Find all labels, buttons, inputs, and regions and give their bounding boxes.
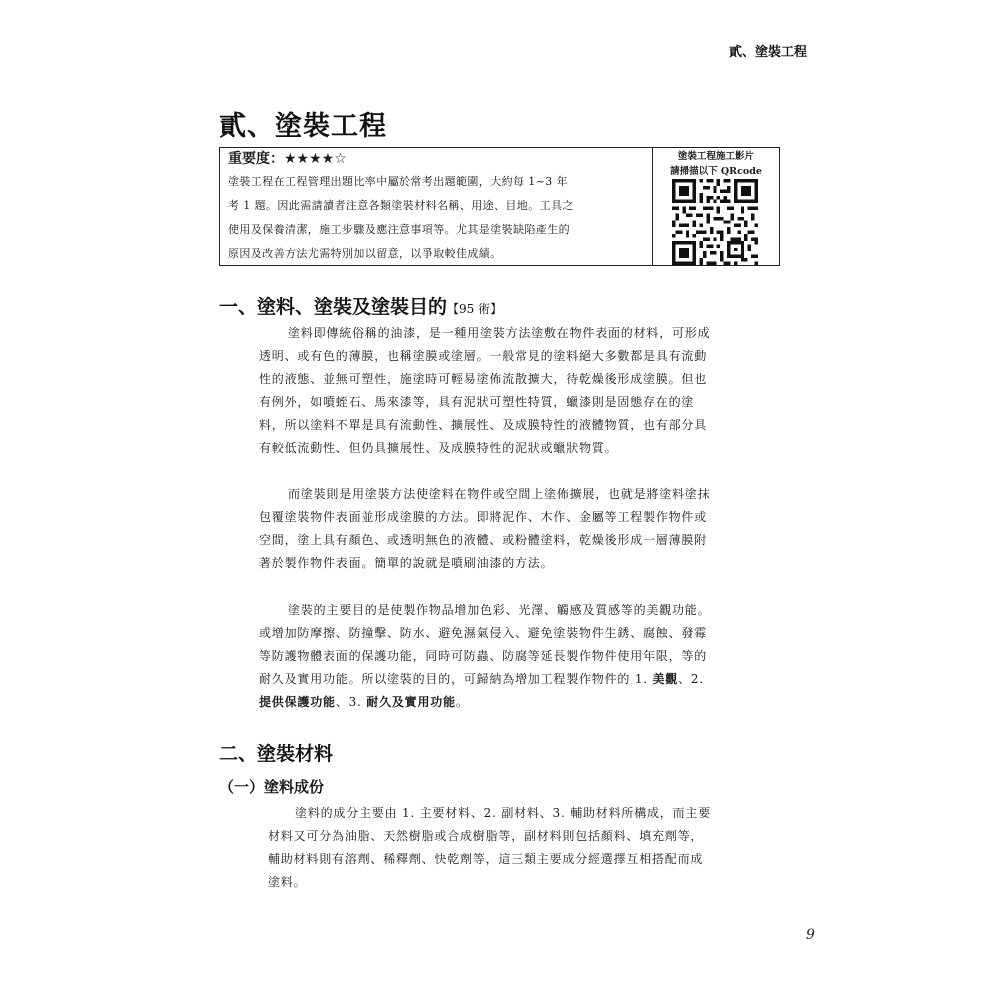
paragraph-line: 塗裝的主要目的是使製作物品增加色彩、光澤、觸感及質感等的美觀功能。	[288, 603, 711, 617]
purpose-aesthetics: 美觀	[652, 672, 679, 686]
paragraph-line	[259, 668, 710, 691]
info-box	[219, 147, 780, 266]
paragraph-2	[259, 483, 710, 575]
paragraph-line: 或增加防摩擦、防撞擊、防水、避免濕氣侵入、避免塗裝物件生銹、腐蝕、發霉	[259, 626, 708, 640]
paragraph-4	[268, 802, 711, 894]
purpose-durability: 耐久及實用功能	[366, 695, 456, 709]
paragraph-3	[259, 599, 710, 714]
paragraph-1	[259, 322, 710, 460]
paragraph-line: 而塗裝則是用塗裝方法使塗料在物件或空間上塗佈擴展，也就是將塗料塗抹	[288, 487, 711, 501]
info-box-line: 使用及保養清潔，施工步驟及應注意事項等。尤其是塗裝缺陷產生的	[228, 223, 570, 236]
qr-caption-line2: 請掃描以下 QRcode	[670, 166, 762, 177]
paragraph-line: 包覆塗裝物件表面並形成塗膜的方法。即將泥作、木作、金屬等工程製作物件或	[259, 510, 708, 524]
paragraph-text: 。	[455, 695, 469, 709]
importance-rating: 重要度：★★★★☆	[228, 151, 347, 167]
info-box-text	[220, 148, 653, 265]
paragraph-text: 耐久及實用功能。所以塗裝的目的，可歸納為增加工程製作物件的 1.	[259, 672, 653, 686]
info-box-line: 考 1 題。因此需請讀者注意各類塗裝材料名稱、用途、目地。工具之	[228, 199, 574, 212]
paragraph-line: 輔助材料則有溶劑、稀釋劑、快乾劑等，這三類主要成分經選擇互相搭配而成	[268, 852, 704, 866]
paragraph-line: 著於製作物件表面。簡單的說就是噴刷油漆的方法。	[259, 556, 554, 570]
section-heading-1-text: 一、塗料、塗裝及塗裝目的	[219, 296, 448, 318]
info-box-line: 原因及改善方法尤需特別加以留意，以爭取較佳成績。	[228, 247, 502, 260]
paragraph-line	[259, 691, 710, 714]
subsection-heading: （一）塗料成份	[219, 778, 325, 796]
paragraph-text: 、2.	[678, 672, 704, 686]
paragraph-line: 塗料的成分主要由 1. 主要材料、2. 副材料、3. 輔助材料所構成，而主要	[295, 806, 712, 820]
paragraph-line: 塗料即傳統俗稱的油漆，是一種用塗裝方法塗敷在物件表面的材料，可形成	[288, 326, 711, 340]
qr-caption-line1: 塗裝工程施工影片	[677, 151, 754, 162]
paragraph-line: 透明、或有色的薄膜，也稱塗膜或塗層。一般常見的塗料絕大多數都是具有流動	[259, 349, 708, 363]
paragraph-line: 空間，塗上具有顏色、或透明無色的液體、或粉體塗料，乾燥後形成一層薄膜附	[259, 533, 708, 547]
paragraph-line: 性的液態、並無可塑性，施塗時可輕易塗佈流散擴大，待乾燥後形成塗膜。但也	[259, 372, 708, 386]
info-box-line: 塗裝工程在工程管理出題比率中屬於常考出題範圍，大約每 1~3 年	[228, 175, 569, 188]
purpose-protection: 提供保護功能	[259, 695, 336, 709]
page-number: 9	[806, 927, 815, 943]
paragraph-text: 、3.	[335, 695, 367, 709]
qr-panel	[653, 148, 779, 265]
paragraph-line: 有較低流動性、但仍具擴展性、及成膜特性的泥狀或蠟狀物質。	[259, 441, 618, 455]
paragraph-line: 料，所以塗料不單是具有流動性、擴展性、及成膜特性的液體物質，也有部分具	[259, 418, 708, 432]
section-heading-1	[219, 292, 502, 319]
section-heading-2: 二、塗裝材料	[219, 743, 334, 765]
qr-code-icon[interactable]	[672, 179, 758, 265]
paragraph-line: 材料又可分為油脂、天然樹脂或合成樹脂等，副材料則包括顏料、填充劑等，	[268, 829, 704, 843]
paragraph-line: 塗料。	[268, 875, 307, 889]
paragraph-line: 等防護物體表面的保護功能，同時可防蟲、防腐等延長製作物件使用年限，等的	[259, 649, 708, 663]
paragraph-line: 有例外，如噴蛭石、馬來漆等，具有泥狀可塑性特質，蠟漆則是固態存在的塗	[259, 395, 695, 409]
running-head: 貳、塗裝工程	[728, 45, 807, 60]
exam-reference: 【95 術】	[447, 302, 503, 316]
chapter-title: 貳、塗裝工程	[219, 111, 387, 142]
